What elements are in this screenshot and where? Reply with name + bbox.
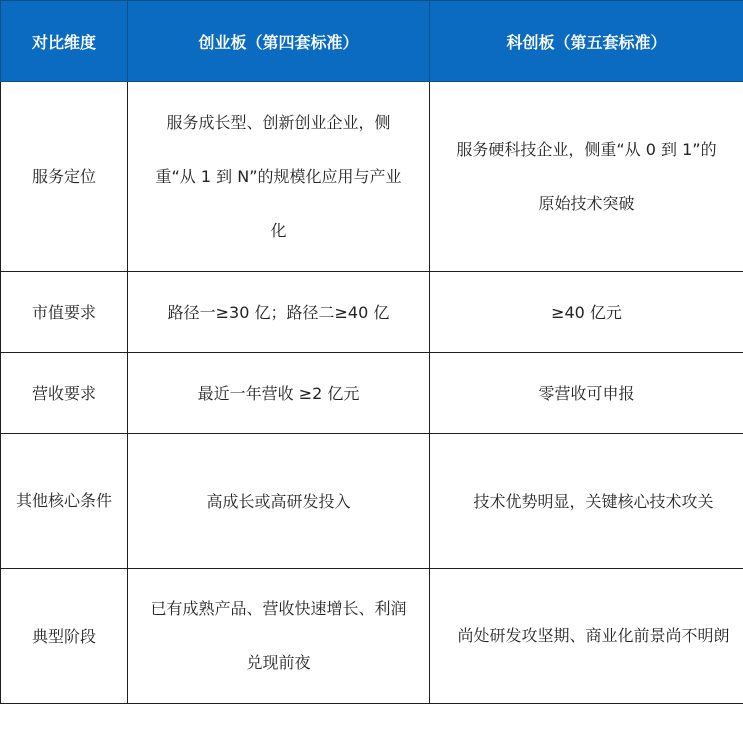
row-star-cell: 零营收可申报 <box>430 353 743 434</box>
header-gem-board: 创业板（第四套标准） <box>128 1 430 82</box>
row-dimension: 营收要求 <box>1 353 128 434</box>
row-star-cell: ≥40 亿元 <box>430 272 743 353</box>
row-dimension: 典型阶段 <box>1 569 128 704</box>
row-star-cell: 服务硬科技企业，侧重“从 0 到 1”的原始技术突破 <box>430 82 743 272</box>
table-row <box>1 434 743 569</box>
row-gem-cell: 最近一年营收 ≥2 亿元 <box>128 353 430 434</box>
table-row <box>1 82 743 272</box>
table-row <box>1 569 743 704</box>
row-gem-cell: 服务成长型、创新创业企业，侧重“从 1 到 N”的规模化应用与产业化 <box>128 82 430 272</box>
row-gem-cell: 高成长或高研发投入 <box>128 434 430 569</box>
row-dimension: 其他核心条件 <box>1 434 128 569</box>
header-star-market: 科创板（第五套标准） <box>430 1 743 82</box>
table-row <box>1 272 743 353</box>
table-row <box>1 353 743 434</box>
row-dimension: 市值要求 <box>1 272 128 353</box>
row-gem-cell: 已有成熟产品、营收快速增长、利润兑现前夜 <box>128 569 430 704</box>
row-dimension: 服务定位 <box>1 82 128 272</box>
header-row <box>1 1 743 82</box>
row-star-cell: 技术优势明显，关键核心技术攻关 <box>430 434 743 569</box>
row-gem-cell: 路径一≥30 亿；路径二≥40 亿 <box>128 272 430 353</box>
header-dimension: 对比维度 <box>1 1 128 82</box>
row-star-cell: 尚处研发攻坚期、商业化前景尚不明朗 <box>430 569 743 704</box>
